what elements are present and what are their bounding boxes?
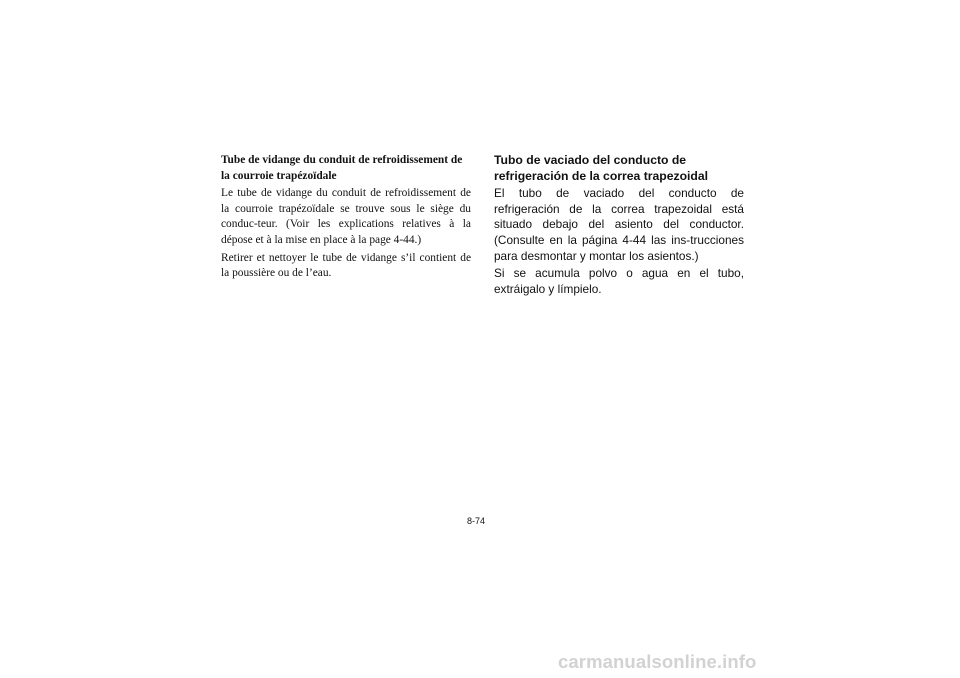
french-column: [221, 153, 471, 284]
spanish-paragraph-1: El tubo de vaciado del conducto de refrigeración de la correa trapezoidal está situado debajo del asiento del conductor. (Consulte en la página 4-44 las ins-trucciones para desmontar y montar los asientos.): [494, 186, 744, 263]
spanish-column: [494, 153, 744, 299]
spanish-paragraph-2: Si se acumula polvo o agua en el tubo, extráigalo y límpielo.: [494, 266, 744, 296]
french-section-heading: Tube de vidange du conduit de refroidissement de la courroie trapézoïdale: [221, 154, 463, 182]
spanish-section-heading: Tubo de vaciado del conducto de refrigeración de la correa trapezoidal: [494, 153, 709, 183]
french-paragraph-1: Le tube de vidange du conduit de refroidissement de la courroie trapézoïdale se trouve sous le siège du conduc-teur. (Voir les explications relatives à la dépose et à la mise en place à la page 4-44.): [221, 187, 471, 246]
watermark-text: carmanualsonline.info: [558, 651, 757, 672]
page-number: 8-74: [467, 516, 486, 526]
french-paragraph-2: Retirer et nettoyer le tube de vidange s’il contient de la poussière ou de l’eau.: [221, 251, 471, 280]
